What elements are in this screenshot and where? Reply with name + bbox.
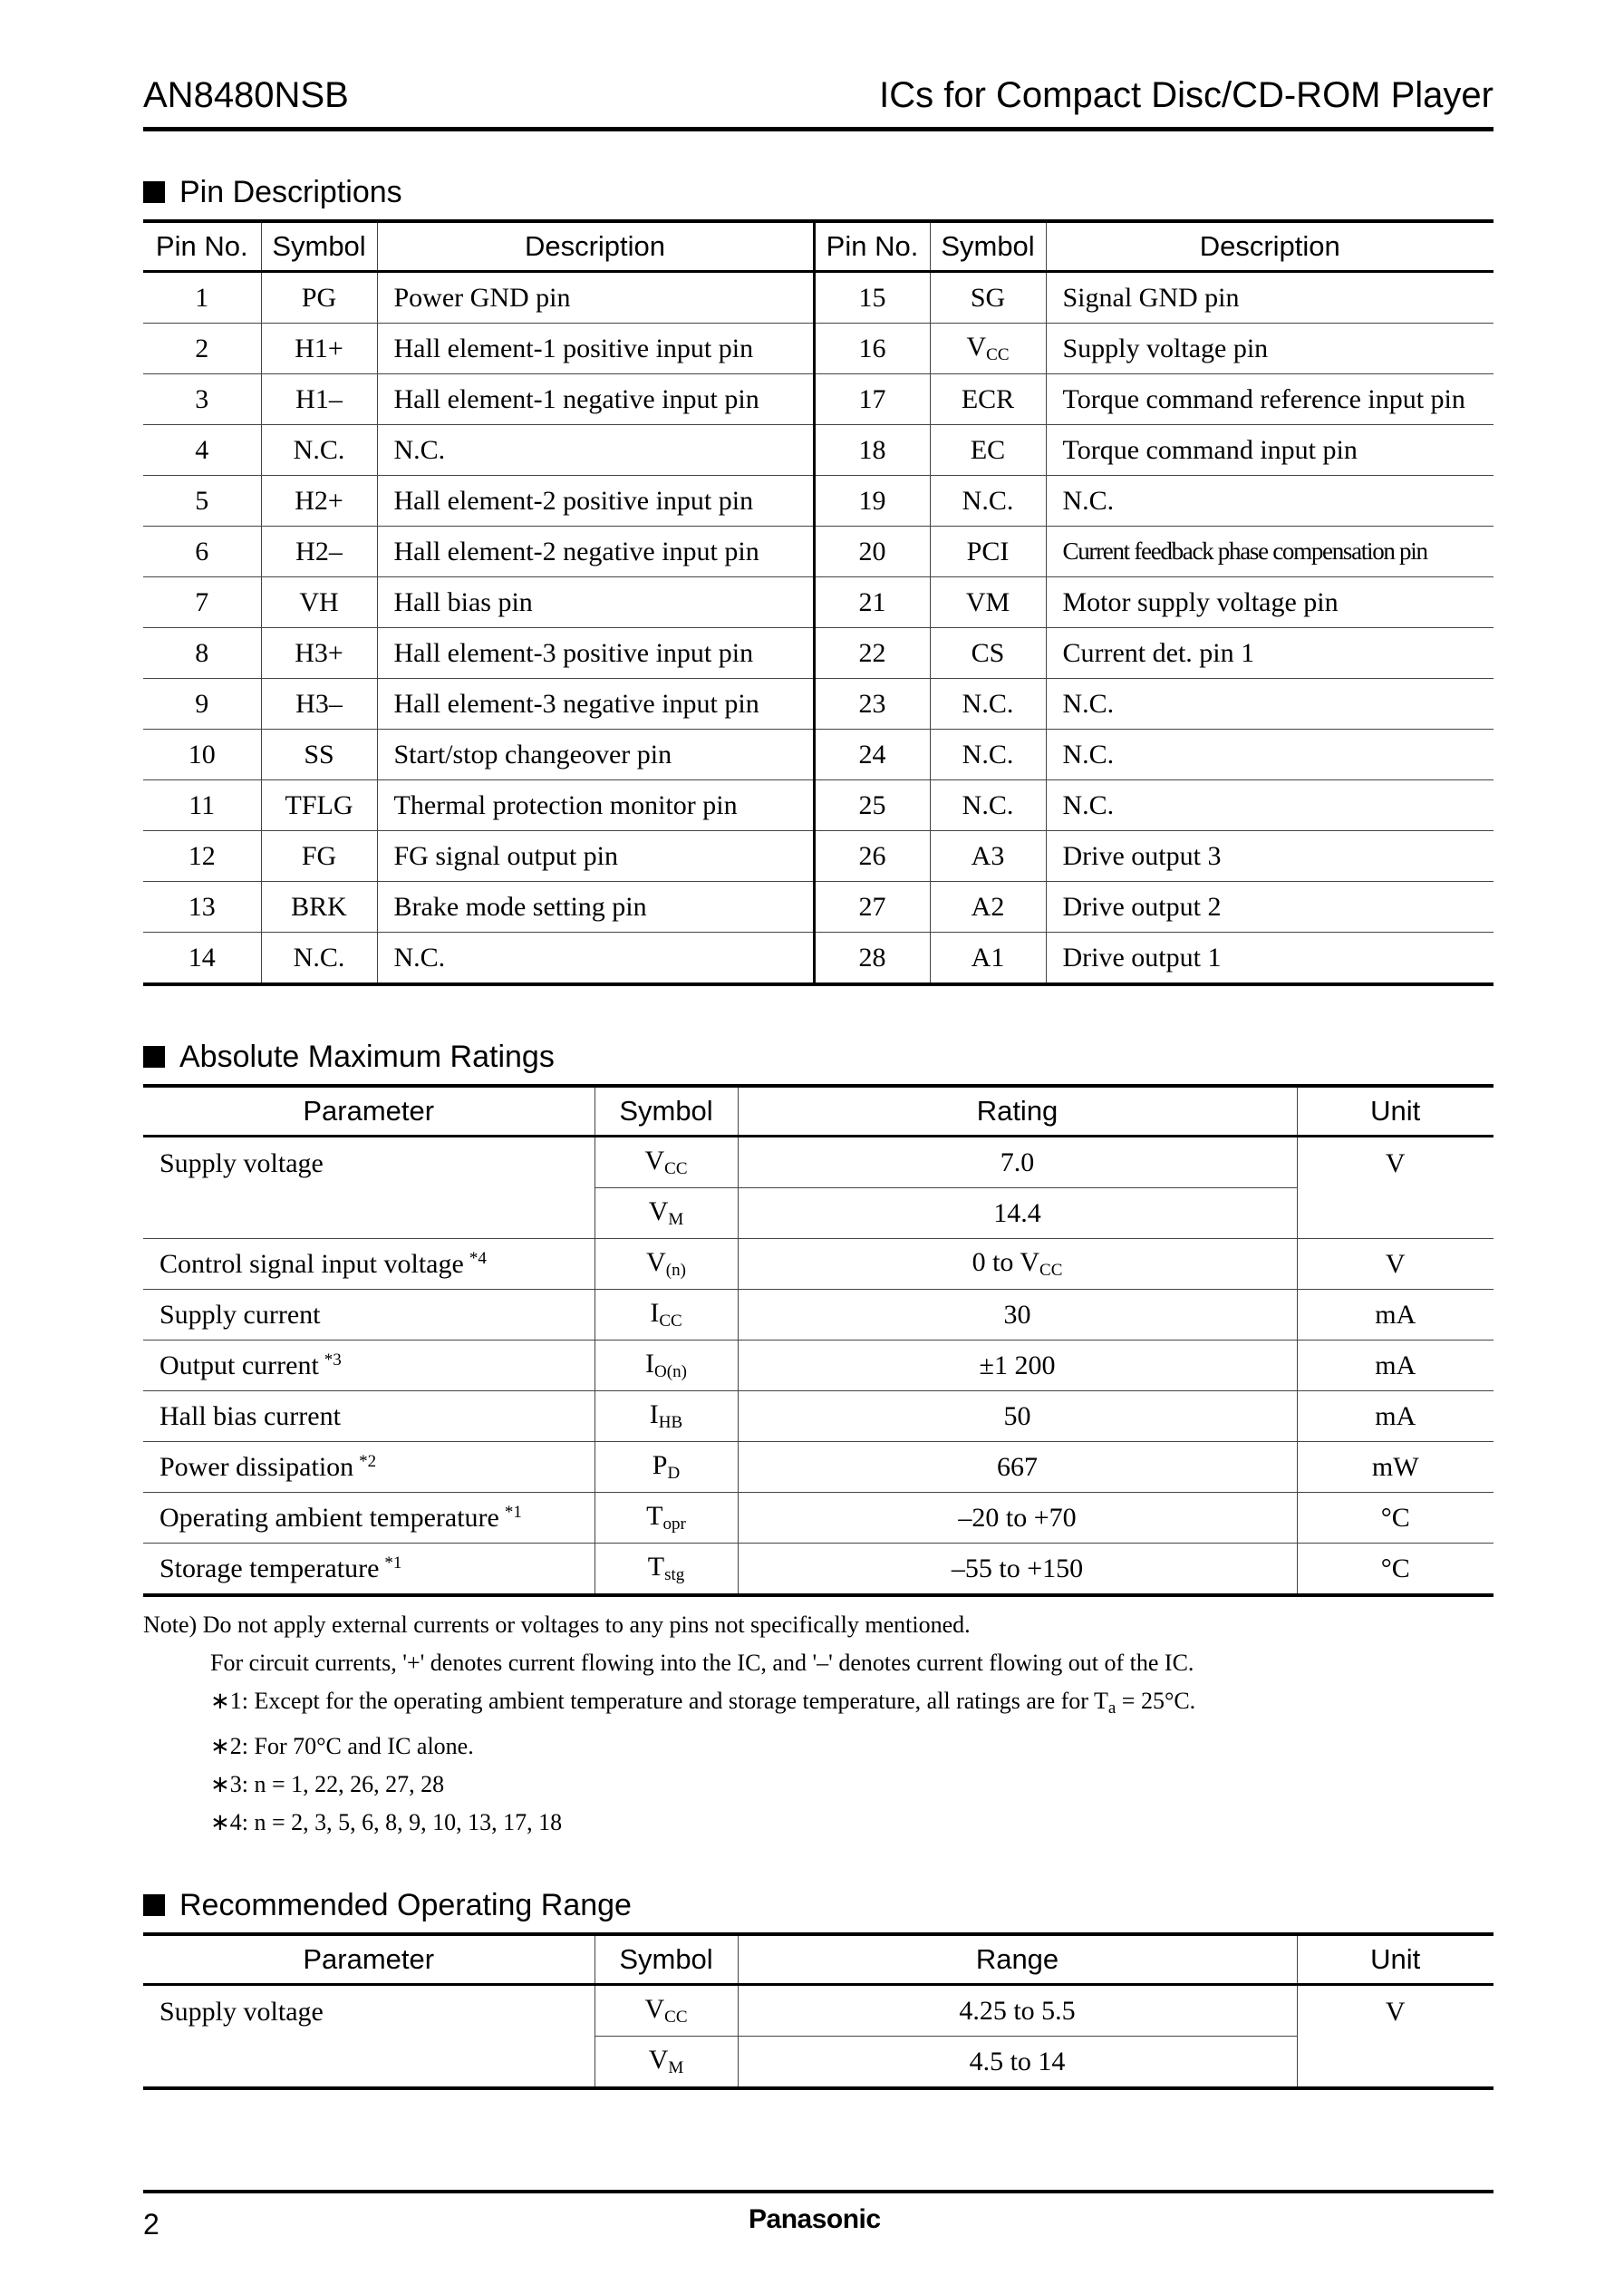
pin-number: 21 [814,577,930,628]
parameter-cell: Supply voltage [143,1137,594,1239]
pin-number: 13 [143,882,261,933]
pin-number: 15 [814,272,930,324]
page-header [143,73,1494,118]
pin-description: Hall element-1 negative input pin [377,374,814,425]
pin-number: 9 [143,679,261,730]
pin-description: Brake mode setting pin [377,882,814,933]
pin-symbol: N.C. [930,730,1046,780]
header-range: Range [738,1934,1297,1985]
pin-description: Thermal protection monitor pin [377,780,814,831]
pin-symbol: ECR [930,374,1046,425]
range-cell: 4.5 to 14 [738,2037,1297,2089]
pin-symbol: N.C. [930,476,1046,527]
table-row [143,933,1494,985]
parameter-cell: Output current $^{*3}$ [143,1341,594,1391]
header-symbol: Symbol [594,1086,738,1137]
pin-symbol: N.C. [930,780,1046,831]
note-line: Note) Do not apply external currents or voltages to any pins not specifically mentioned. [143,1612,971,1638]
pin-number: 25 [814,780,930,831]
pin-number: 3 [143,374,261,425]
symbol-cell: $V_{CC}$ [594,1985,738,2037]
pin-description: Hall element-3 negative input pin [377,679,814,730]
absolute-maximum-ratings-table [143,1084,1494,1597]
table-row [143,1290,1494,1341]
pin-description: Hall bias pin [377,577,814,628]
pin-descriptions-table [143,219,1494,986]
square-bullet-icon [143,1894,165,1916]
table-row [143,324,1494,374]
pin-number: 2 [143,324,261,374]
header-pin-no: Pin No. [814,221,930,272]
parameter-cell: Hall bias current [143,1391,594,1442]
pin-number: 27 [814,882,930,933]
pin-symbol: SG [930,272,1046,324]
unit-cell: mA [1297,1290,1494,1341]
pin-number: 14 [143,933,261,985]
rating-cell: –55 to +150 [738,1544,1297,1596]
header-unit: Unit [1297,1934,1494,1985]
range-cell: 4.25 to 5.5 [738,1985,1297,2037]
header-parameter: Parameter [143,1086,594,1137]
pin-description: Drive output 1 [1046,933,1494,985]
pin-description: Hall element-1 positive input pin [377,324,814,374]
pin-number: 12 [143,831,261,882]
pin-number: 11 [143,780,261,831]
pin-number: 28 [814,933,930,985]
header-description: Description [1046,221,1494,272]
footnote-ref: *4 [469,1248,487,1268]
pin-symbol: EC [930,425,1046,476]
symbol-cell: $V_{CC}$ [594,1137,738,1188]
part-number: AN8480NSB [143,75,349,115]
pin-description: Current feedback phase compensation pin [1046,527,1494,577]
pin-symbol: A3 [930,831,1046,882]
pin-number: 22 [814,628,930,679]
note-line: ∗4: n = 2, 3, 5, 6, 8, 9, 10, 13, 17, 18 [210,1809,563,1835]
table-header-row [143,1086,1494,1137]
pin-description: Power GND pin [377,272,814,324]
table-row [143,577,1494,628]
header-symbol: Symbol [594,1934,738,1985]
table-header-row [143,1934,1494,1985]
pin-symbol: H2+ [261,476,377,527]
table-row [143,374,1494,425]
table-row [143,1341,1494,1391]
table-row [143,1544,1494,1596]
unit-cell: °C [1297,1493,1494,1544]
parameter-cell: Storage temperature $^{*1}$ [143,1544,594,1596]
pin-symbol: TFLG [261,780,377,831]
rating-cell: 30 [738,1290,1297,1341]
note-line: ∗1: Except for the operating ambient temperature and storage temperature, all ratings are for $T_a = 25^\circ C$. [210,1688,1196,1718]
table-row [143,730,1494,780]
pin-number: 6 [143,527,261,577]
symbol-cell: $I_{HB}$ [594,1391,738,1442]
table-row [143,1985,1494,2037]
table-header-row [143,221,1494,272]
pin-symbol: H3+ [261,628,377,679]
footnote-ref: *2 [359,1451,377,1471]
section-title-pin-descriptions: Pin Descriptions [143,174,402,210]
rating-cell: 50 [738,1391,1297,1442]
brand-logo: Panasonic [749,2204,881,2234]
symbol-cell: $I_{CC}$ [594,1290,738,1341]
pin-number: 26 [814,831,930,882]
pin-symbol: A2 [930,882,1046,933]
symbol-cell: $P_D$ [594,1442,738,1493]
pin-description: N.C. [377,425,814,476]
pin-number: 10 [143,730,261,780]
parameter-cell: Supply voltage [143,1985,594,2089]
pin-number: 19 [814,476,930,527]
rating-cell: 667 [738,1442,1297,1493]
square-bullet-icon [143,181,165,203]
symbol-cell: $V_M$ [594,1188,738,1239]
table-row [143,272,1494,324]
pin-symbol: N.C. [261,425,377,476]
unit-cell: V [1297,1239,1494,1290]
header-rating: Rating [738,1086,1297,1137]
rating-cell: –20 to +70 [738,1493,1297,1544]
table-row [143,527,1494,577]
header-symbol: Symbol [930,221,1046,272]
section-title-recommended-operating-range: Recommended Operating Range [143,1887,632,1923]
table-row [143,628,1494,679]
pin-symbol: N.C. [930,679,1046,730]
pin-description: N.C. [1046,780,1494,831]
pin-symbol: BRK [261,882,377,933]
pin-description: Motor supply voltage pin [1046,577,1494,628]
symbol-cell: $I_{O(n)}$ [594,1341,738,1391]
pin-description: N.C. [377,933,814,985]
pin-number: 18 [814,425,930,476]
parameter-cell: Operating ambient temperature $^{*1}$ [143,1493,594,1544]
table-row [143,1137,1494,1188]
header-parameter: Parameter [143,1934,594,1985]
pin-symbol: PG [261,272,377,324]
table-row [143,476,1494,527]
recommended-operating-range-table [143,1932,1494,2090]
unit-cell: V [1297,1137,1494,1239]
header-symbol: Symbol [261,221,377,272]
symbol-cell: $T_{opr}$ [594,1493,738,1544]
pin-symbol: H1+ [261,324,377,374]
pin-description: Torque command input pin [1046,425,1494,476]
pin-number: 24 [814,730,930,780]
table-row [143,831,1494,882]
header-description: Description [377,221,814,272]
parameter-cell: Supply current [143,1290,594,1341]
pin-number: 4 [143,425,261,476]
pin-description: Current det. pin 1 [1046,628,1494,679]
pin-description: N.C. [1046,476,1494,527]
pin-number: 16 [814,324,930,374]
note-line: ∗3: n = 1, 22, 26, 27, 28 [210,1771,445,1797]
rating-cell: ±1 200 [738,1341,1297,1391]
unit-cell: °C [1297,1544,1494,1596]
pin-number: 5 [143,476,261,527]
table-row [143,1239,1494,1290]
pin-number: 17 [814,374,930,425]
pin-symbol: SS [261,730,377,780]
header-unit: Unit [1297,1086,1494,1137]
parameter-cell: Control signal input voltage $^{*4}$ [143,1239,594,1290]
pin-description: FG signal output pin [377,831,814,882]
pin-symbol: $V_{CC}$ [930,324,1046,374]
unit-cell: mA [1297,1391,1494,1442]
pin-description: Drive output 2 [1046,882,1494,933]
section-title-absolute-maximum-ratings: Absolute Maximum Ratings [143,1039,555,1075]
pin-symbol: VH [261,577,377,628]
rating-cell: 7.0 [738,1137,1297,1188]
pin-symbol: VM [930,577,1046,628]
note-line: ∗2: For 70°C and IC alone. [210,1733,474,1759]
page-number: 2 [143,2208,160,2241]
footnote-ref: *3 [324,1350,342,1370]
footnote-ref: *1 [504,1502,522,1522]
footer-rule [143,2190,1494,2193]
pin-number: 7 [143,577,261,628]
pin-description: Drive output 3 [1046,831,1494,882]
square-bullet-icon [143,1046,165,1068]
pin-symbol: CS [930,628,1046,679]
product-category: ICs for Compact Disc/CD-ROM Player [879,75,1494,115]
unit-cell: V [1297,1985,1494,2089]
table-row [143,882,1494,933]
unit-cell: mA [1297,1341,1494,1391]
pin-number: 8 [143,628,261,679]
pin-description: Start/stop changeover pin [377,730,814,780]
symbol-cell: $V_{(n)}$ [594,1239,738,1290]
pin-description: Hall element-3 positive input pin [377,628,814,679]
pin-description: Torque command reference input pin [1046,374,1494,425]
pin-description: Hall element-2 negative input pin [377,527,814,577]
parameter-cell: Power dissipation $^{*2}$ [143,1442,594,1493]
table-row [143,1391,1494,1442]
pin-symbol: A1 [930,933,1046,985]
pin-description: Supply voltage pin [1046,324,1494,374]
table-row [143,1493,1494,1544]
footnote-ref: *1 [384,1553,402,1573]
pin-symbol: H3– [261,679,377,730]
ratings-notes [143,1606,1195,1842]
note-line: For circuit currents, '+' denotes current flowing into the IC, and '–' denotes current flowing out of the IC. [210,1650,1194,1676]
pin-description: Signal GND pin [1046,272,1494,324]
rating-cell: 0 to $V_{CC}$ [738,1239,1297,1290]
pin-description: N.C. [1046,679,1494,730]
pin-number: 1 [143,272,261,324]
pin-description: N.C. [1046,730,1494,780]
header-pin-no: Pin No. [143,221,261,272]
table-row [143,425,1494,476]
rating-cell: 14.4 [738,1188,1297,1239]
pin-description: Hall element-2 positive input pin [377,476,814,527]
pin-number: 23 [814,679,930,730]
pin-symbol: FG [261,831,377,882]
pin-symbol: N.C. [261,933,377,985]
table-row [143,780,1494,831]
table-row [143,1442,1494,1493]
table-row [143,679,1494,730]
header-rule [143,127,1494,131]
symbol-cell: $T_{stg}$ [594,1544,738,1596]
unit-cell: mW [1297,1442,1494,1493]
pin-symbol: H1– [261,374,377,425]
pin-number: 20 [814,527,930,577]
pin-symbol: PCI [930,527,1046,577]
symbol-cell: $V_M$ [594,2037,738,2089]
pin-symbol: H2– [261,527,377,577]
